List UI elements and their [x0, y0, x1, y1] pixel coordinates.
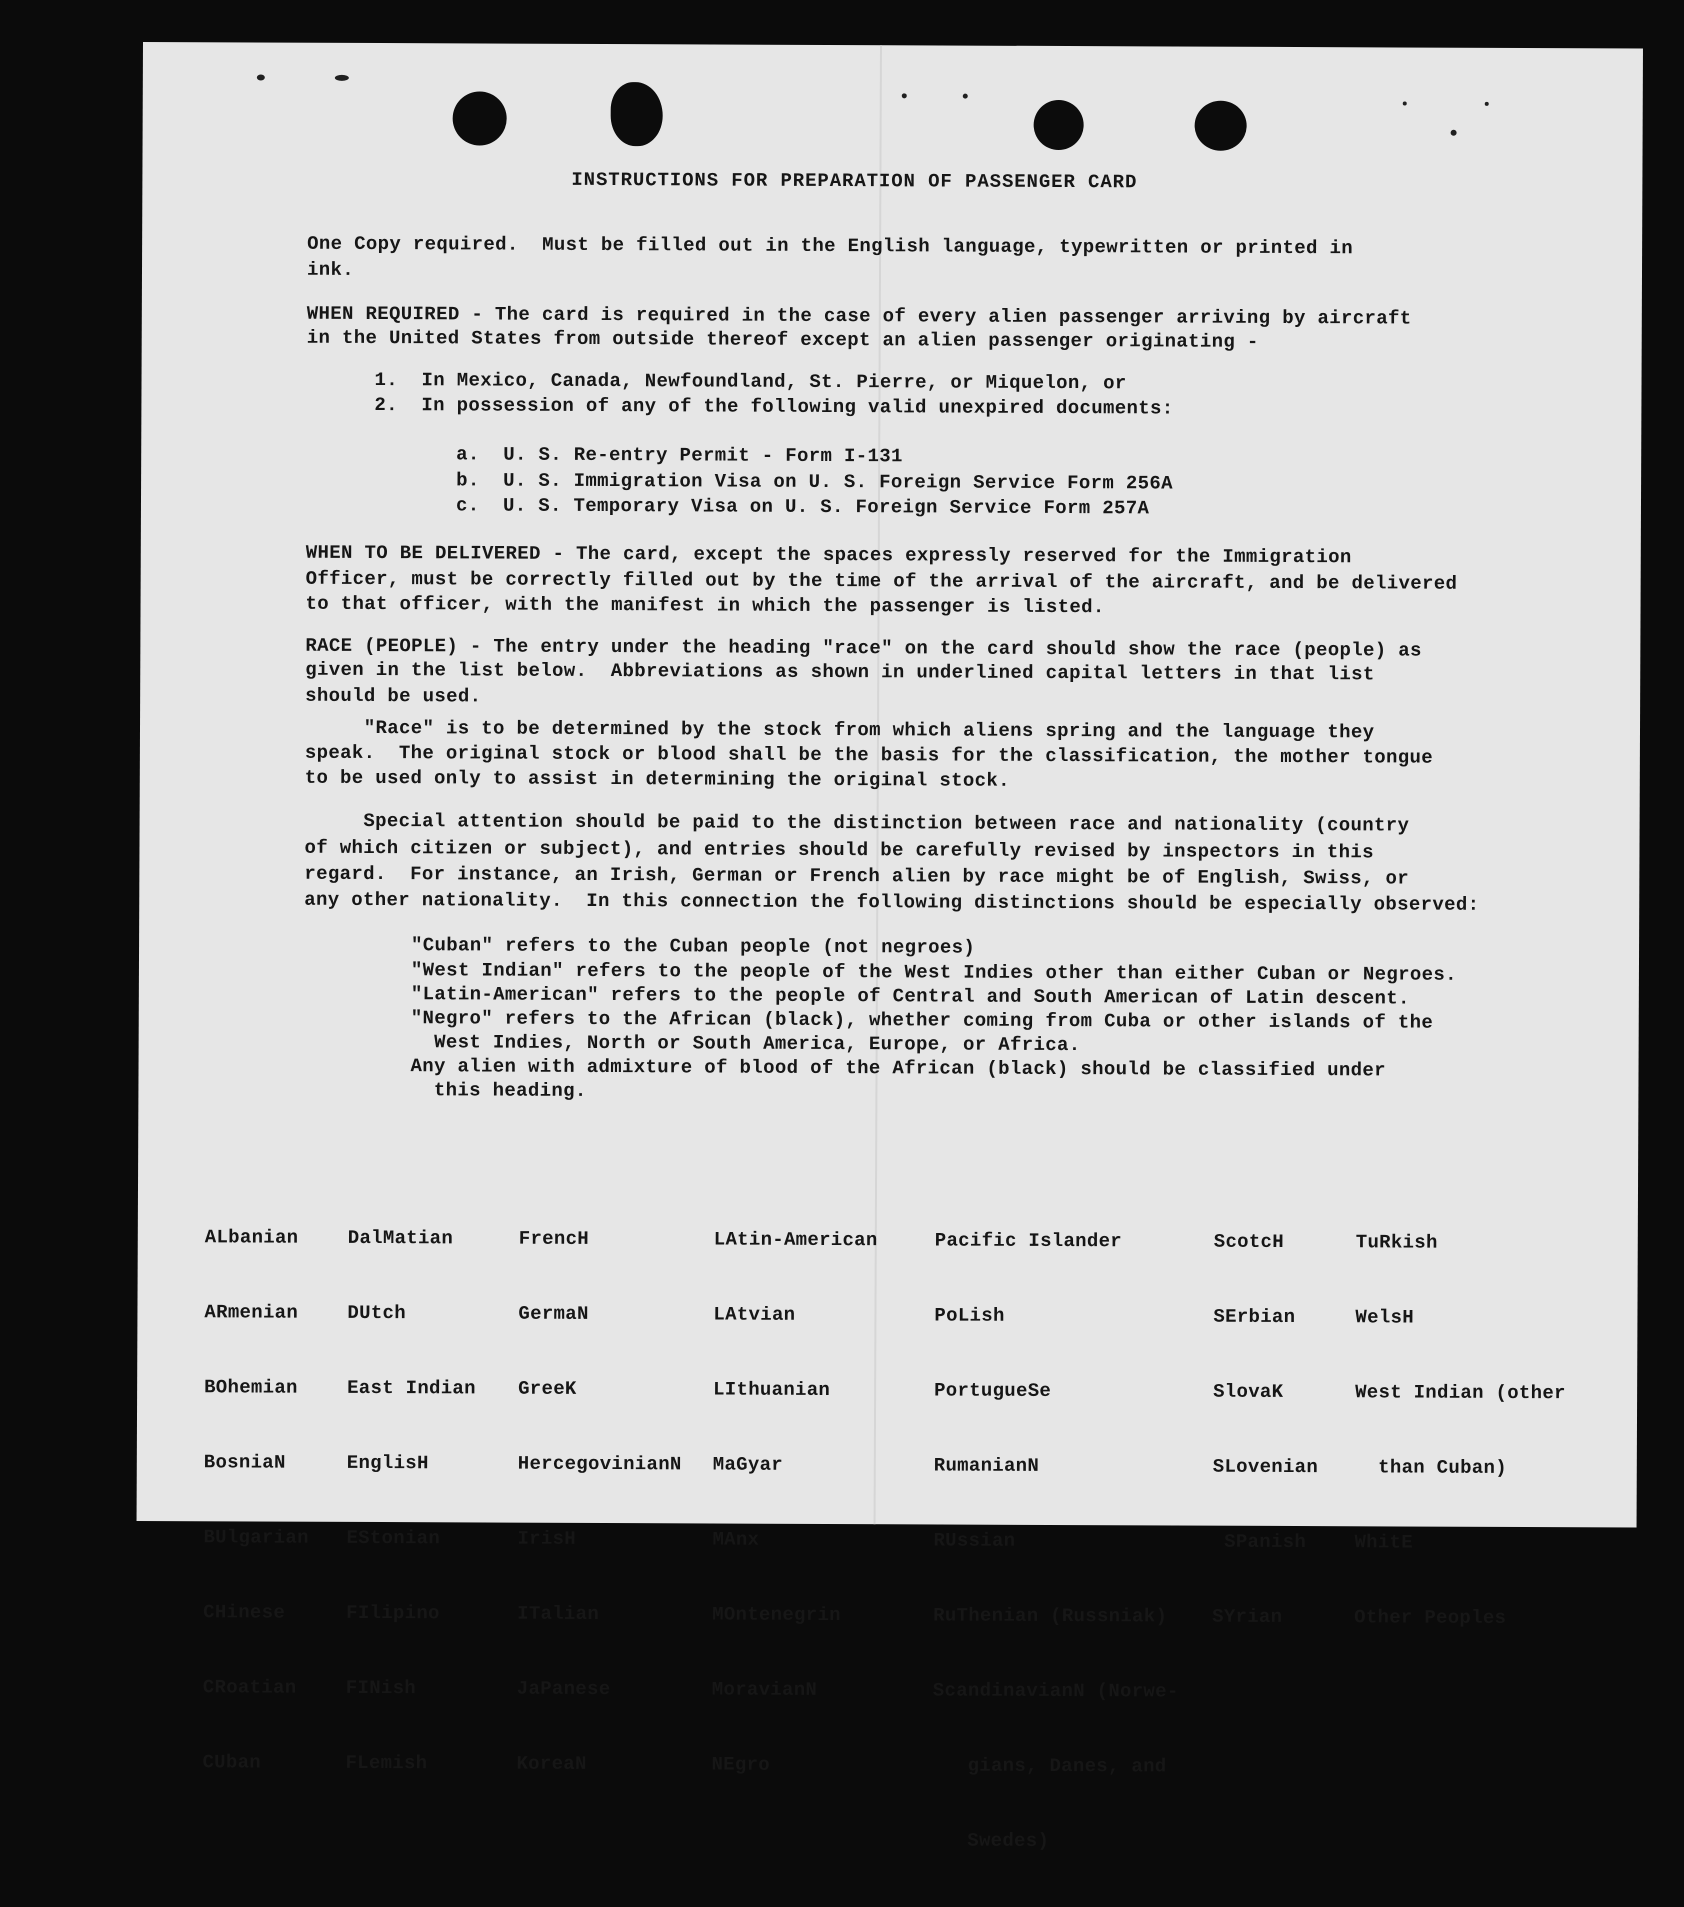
race-entry: PortugueSe	[934, 1379, 1052, 1402]
race-entry: ITalian	[517, 1602, 600, 1626]
race-intro-line: RACE (PEOPLE) - The entry under the heading "race" on the card should show the race (people) as	[305, 634, 1422, 662]
when-delivered-line: Officer, must be correctly filled out by the time of the arrival of the aircraft, and be delivered	[305, 567, 1458, 595]
speck	[1485, 102, 1489, 106]
document-item: a. U. S. Re-entry Permit - Form I-131	[456, 443, 903, 468]
race-list-column-2	[345, 1176, 477, 1827]
distinction-line: West Indies, North or South America, Europe, or Africa.	[410, 1031, 1081, 1057]
race-entry: TuRkish	[1355, 1231, 1438, 1254]
speck	[963, 94, 968, 99]
distinction-line: Any alien with admixture of blood of the African (black) should be classified under	[410, 1055, 1386, 1082]
race-entry: ARmenian	[204, 1301, 299, 1324]
race-list-column-1	[202, 1175, 310, 1825]
race-entry: MaGyar	[712, 1453, 784, 1476]
race-entry: Pacific Islander	[934, 1229, 1123, 1253]
race-entry: ALbanian	[204, 1226, 299, 1249]
race-entry: KoreaN	[516, 1752, 587, 1775]
condition-item: 2. In possession of any of the following valid unexpired documents:	[374, 394, 1174, 420]
when-delivered-line: to that officer, with the manifest in which the passenger is listed.	[305, 592, 1105, 619]
race-list-column-5	[932, 1178, 1181, 1904]
race-entry: JaPanese	[516, 1677, 611, 1701]
race-entry: BOhemian	[204, 1376, 298, 1399]
race-entry: LAtin-American	[713, 1228, 878, 1252]
punch-hole	[1034, 100, 1084, 150]
special-attention-line: Special attention should be paid to the distinction between race and nationality (country	[304, 809, 1410, 837]
race-entry: SYrian	[1212, 1605, 1283, 1628]
race-entry: SLovenian	[1212, 1455, 1319, 1479]
race-entry: CRoatian	[202, 1676, 297, 1699]
race-entry: RumanianN	[933, 1454, 1040, 1477]
race-intro-line: given in the list below. Abbreviations as shown in underlined capital letters in that list	[305, 658, 1375, 686]
race-entry: SPanish	[1212, 1530, 1307, 1554]
race-entry: IrisH	[517, 1527, 577, 1550]
document-page	[137, 42, 1643, 1852]
document-item: b. U. S. Immigration Visa on U. S. Foreign Service Form 256A	[456, 469, 1174, 495]
punch-hole	[453, 91, 507, 145]
race-entry: FLemish	[345, 1751, 428, 1775]
race-definition-line: speak. The original stock or blood shall be the basis for the classification, the mother tongue	[304, 741, 1434, 769]
race-entry: West Indian (other	[1355, 1381, 1566, 1405]
race-entry: RUssian	[933, 1529, 1016, 1552]
race-entry: CUban	[202, 1751, 262, 1774]
race-entry: FIlipino	[346, 1601, 440, 1625]
distinction-line: "West Indian" refers to the people of the West Indies other than either Cuban or Negroes.	[410, 959, 1457, 986]
distinction-line: this heading.	[410, 1079, 587, 1102]
race-list-column-3	[516, 1177, 683, 1828]
race-entry: PoLish	[934, 1304, 1005, 1327]
race-entry: Swedes)	[932, 1829, 1050, 1852]
race-definition-line: "Race" is to be determined by the stock from which aliens spring and the language they	[304, 716, 1375, 744]
document-title: INSTRUCTIONS FOR PREPARATION OF PASSENGER CARD	[571, 168, 1138, 194]
race-entry: East Indian	[347, 1376, 476, 1400]
race-entry: MAnx	[712, 1528, 760, 1551]
distinction-line: "Negro" refers to the African (black), whether coming from Cuba or other islands of the	[410, 1007, 1434, 1034]
race-entry: RuThenian (Russniak)	[933, 1604, 1168, 1628]
race-entry: DUtch	[347, 1301, 407, 1325]
speck	[1451, 130, 1457, 136]
race-entry: WelsH	[1355, 1306, 1415, 1329]
race-entry: BosniaN	[203, 1451, 286, 1474]
race-entry: gians, Danes, and	[932, 1754, 1167, 1778]
race-entry: FINish	[345, 1676, 417, 1700]
race-entry: GreeK	[518, 1377, 577, 1400]
race-entry: CHinese	[203, 1601, 286, 1624]
speck	[335, 75, 349, 81]
race-entry: ScotcH	[1213, 1230, 1285, 1253]
race-entry: EnglisH	[346, 1451, 429, 1475]
race-entry: EStonian	[346, 1526, 441, 1550]
when-required-line: WHEN REQUIRED - The card is required in the case of every alien passenger arriving by aircraft	[306, 302, 1412, 330]
race-entry: BUlgarian	[203, 1526, 309, 1549]
race-intro-line: should be used.	[305, 684, 482, 708]
race-entry: FrencH	[518, 1227, 590, 1250]
when-delivered-line: WHEN TO BE DELIVERED - The card, except the spaces expressly reserved for the Immigration	[305, 541, 1352, 569]
speck	[257, 74, 265, 80]
race-entry: HercegovinianN	[517, 1452, 682, 1476]
race-entry: MoravianN	[711, 1678, 818, 1701]
race-entry: WhitE	[1354, 1531, 1414, 1554]
intro-line: ink.	[306, 258, 355, 281]
special-attention-line: of which citizen or subject), and entries should be carefully revised by inspectors in this	[304, 836, 1374, 864]
race-entry: LAtvian	[713, 1303, 796, 1326]
punch-hole	[1195, 101, 1247, 151]
speck	[1403, 101, 1407, 105]
race-definition-line: to be used only to assist in determining the original stock.	[304, 766, 1010, 792]
race-list-column-4	[711, 1178, 878, 1829]
race-list-column-7	[1354, 1180, 1567, 1681]
document-item: c. U. S. Temporary Visa on U. S. Foreign Service Form 257A	[455, 494, 1150, 520]
distinction-line: "Latin-American" refers to the people of Central and South American of Latin descent.	[410, 983, 1410, 1010]
condition-item: 1. In Mexico, Canada, Newfoundland, St. Pierre, or Miquelon, or	[374, 369, 1127, 395]
punch-hole	[611, 82, 663, 146]
race-entry: SlovaK	[1213, 1380, 1284, 1403]
race-entry: Other Peoples	[1354, 1606, 1507, 1629]
race-entry: ScandinavianN (Norwe-	[932, 1679, 1179, 1703]
race-entry: NEgro	[711, 1753, 771, 1776]
race-entry: MOntenegrin	[712, 1603, 841, 1627]
race-entry: GermaN	[518, 1302, 589, 1325]
special-attention-line: regard. For instance, an Irish, German or French alien by race might be of English, Swiss, or	[304, 862, 1410, 890]
race-entry: LIthuanian	[713, 1378, 831, 1402]
when-required-line: in the United States from outside thereof except an alien passenger originating -	[306, 326, 1259, 353]
distinction-line: "Cuban" refers to the Cuban people (not negroes)	[411, 934, 976, 959]
intro-line: One Copy required. Must be filled out in the English language, typewritten or printed in	[307, 232, 1354, 260]
race-entry: SErbian	[1213, 1305, 1296, 1329]
race-list-column-6	[1212, 1180, 1320, 1680]
special-attention-line: any other nationality. In this connection the following distinctions should be especially observed:	[304, 888, 1480, 916]
race-entry: than Cuban)	[1354, 1456, 1507, 1479]
speck	[902, 93, 907, 98]
race-entry: DalMatian	[347, 1226, 454, 1250]
